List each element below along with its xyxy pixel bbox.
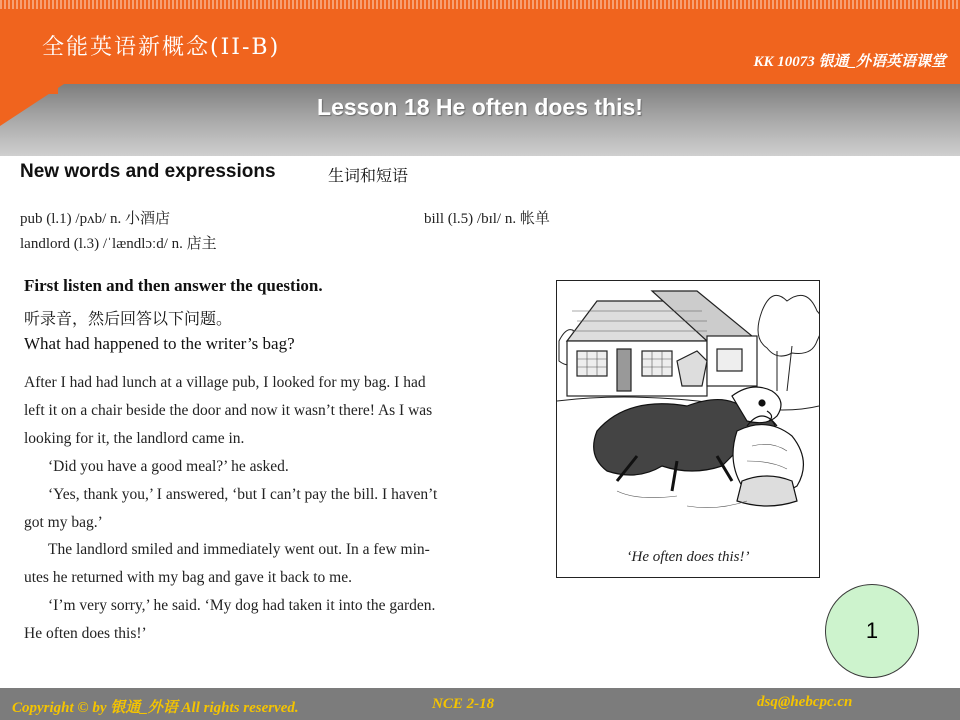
vocabulary-heading-cn: 生词和短语 <box>328 166 409 185</box>
page-number-badge[interactable]: 1 <box>825 584 919 678</box>
story-line: left it on a chair beside the door and now it wasn’t there! As I was <box>24 402 433 419</box>
footer-copyright: Copyright © by 银通_外语 All rights reserved. <box>12 700 299 716</box>
story-line: After I had had lunch at a village pub, I looked for my bag. I had <box>24 374 426 391</box>
story-line: He often does this!’ <box>24 625 147 642</box>
question-heading: First listen and then answer the question. <box>24 276 323 295</box>
vocab-item-landlord: landlord (l.3) /ˈlændlɔːd/ n. 店主 <box>20 236 217 252</box>
story-line: ‘I’m very sorry,’ he said. ‘My dog had taken it into the garden. <box>48 597 436 614</box>
vocabulary-heading: New words and expressions <box>20 161 276 182</box>
question-text: What had happened to the writer’s bag? <box>24 334 295 353</box>
illustration-caption: ‘He often does this!’ <box>626 549 750 565</box>
vocab-item-pub: pub (l.1) /pʌb/ n. 小酒店 <box>20 211 170 227</box>
lesson-title: Lesson 18 He often does this! <box>317 94 643 120</box>
course-code: KK 10073 银通_外语英语课堂 <box>753 54 946 70</box>
footer-email: dsq@hebcpc.cn <box>757 694 853 710</box>
question-heading-cn: 听录音，然后回答以下问题。 <box>24 309 233 328</box>
story-line: The landlord smiled and immediately went out. In a few min- <box>48 541 430 558</box>
story-line: looking for it, the landlord came in. <box>24 430 245 447</box>
story-line: utes he returned with my bag and gave it back to me. <box>24 569 352 586</box>
story-line: ‘Yes, thank you,’ I answered, ‘but I can’t pay the bill. I haven’t <box>48 486 438 503</box>
course-title: 全能英语新概念(II-B) <box>42 35 281 60</box>
header-stripes <box>0 0 960 9</box>
story-line: got my bag.’ <box>24 514 103 531</box>
story-illustration <box>556 280 820 578</box>
vocab-item-bill: bill (l.5) /bɪl/ n. 帐单 <box>424 211 550 227</box>
footer-course-code: NCE 2-18 <box>432 696 495 712</box>
pub-dog-drawing <box>557 281 819 543</box>
story-line: ‘Did you have a good meal?’ he asked. <box>48 458 289 475</box>
